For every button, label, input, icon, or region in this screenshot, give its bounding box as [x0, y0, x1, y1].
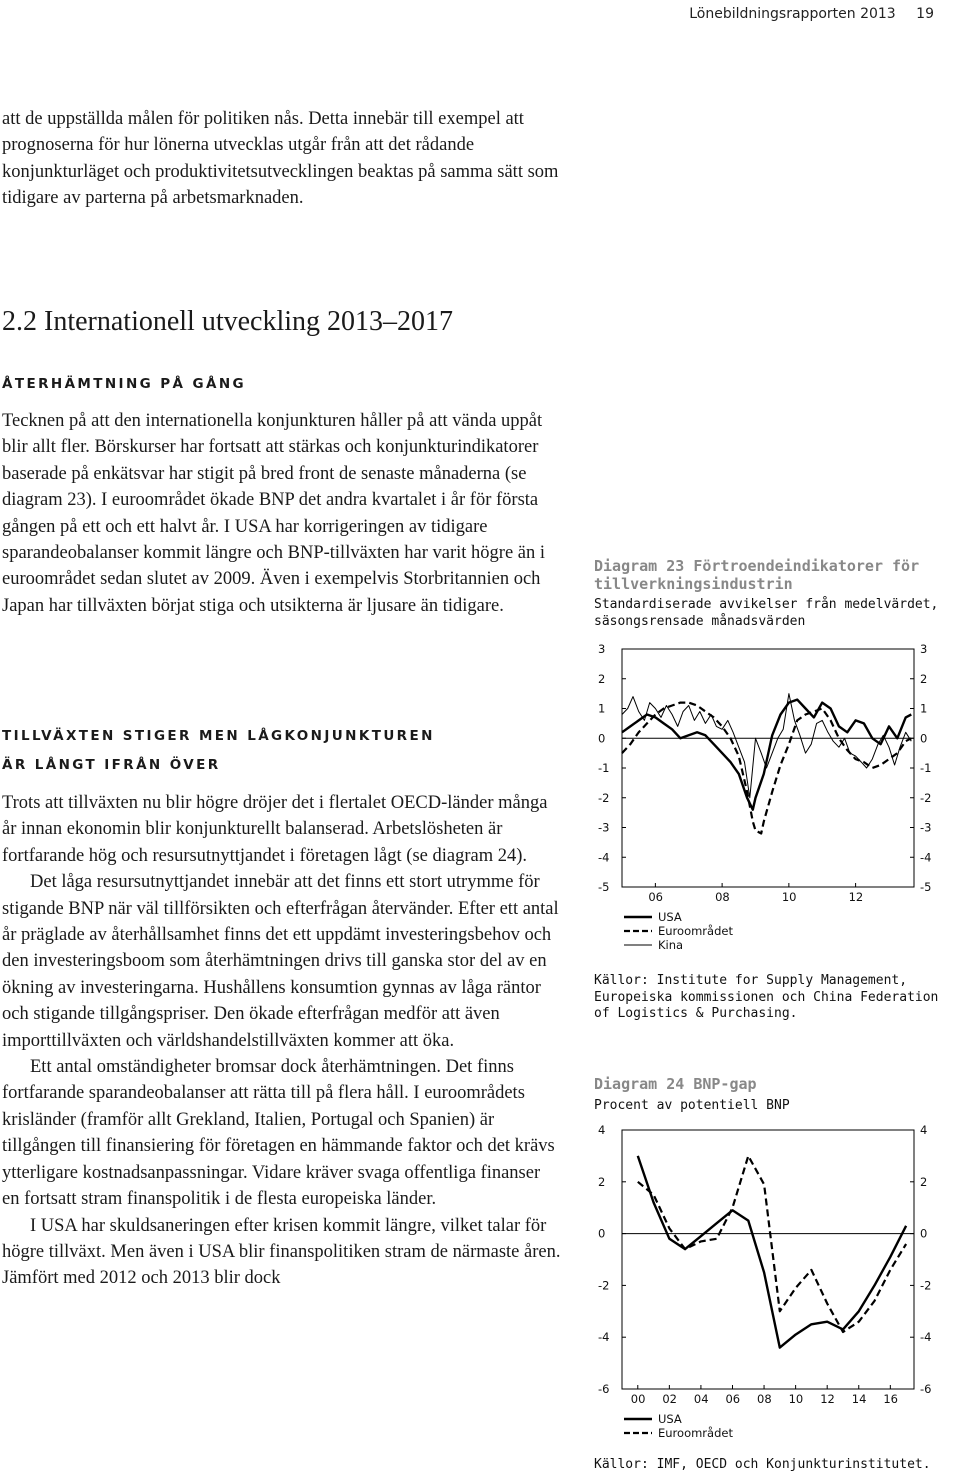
legend-label: USA	[658, 1412, 682, 1426]
growth-paragraph-3: Ett antal omständigheter bromsar dock återhämtningen. Det finns fortfarande sparandeobalanser att rätta till på flera håll. I euroområdets krisländer (framför allt Grekland, Italien, Portugal och Spanien) är tillgången till finansiering för företagen en hämmande faktor och det krävs ytterligare kostnadsanpassningar. Vidare kräver svaga offentliga finanser en fortsatt stram finanspolitik i de flesta europeiska länder.	[2, 1057, 555, 1210]
y-tick-label-left: 2	[598, 671, 606, 686]
diagram23-source: Källor: Institute for Supply Management, Europeiska kommissionen och China Federation of Logistics & Purchasing.	[594, 973, 939, 1021]
y-tick-label-left: -2	[598, 1278, 610, 1293]
subsection-growth-body	[2, 790, 562, 1292]
growth-paragraph-1: Trots att tillväxten nu blir högre dröjer det i flertalet OECD-länder många år innan ekonomin blir konjunkturellt balanserad. Arbetslösheten är fortfarande hög och resursutnyttjandet i företagen lågt (se diagram 24).	[2, 793, 548, 866]
growth-paragraph-4: I USA har skuldsaneringen efter krisen kommit längre, vilket talar för högre tillväxt. Men även i USA blir finanspolitiken stram de närmaste åren. Jämfört med 2012 och 2013 blir dock	[2, 1215, 561, 1289]
y-tick-label-left: 2	[598, 1174, 606, 1189]
y-tick-label-right: -2	[920, 1278, 932, 1293]
x-tick-label: 16	[883, 1392, 898, 1406]
diagram24-subtitle: Procent av potentiell BNP	[594, 1098, 790, 1113]
subsection-heading-growth-line2: ÄR LÅNGT IFRÅN ÖVER	[2, 757, 221, 773]
running-header	[689, 6, 934, 22]
x-tick-label: 08	[757, 1392, 772, 1406]
y-tick-label-right: -4	[920, 850, 932, 865]
legend-label: Kina	[658, 938, 684, 952]
y-tick-label-right: 2	[920, 1174, 928, 1189]
y-tick-label-left: -6	[598, 1382, 610, 1396]
y-tick-label-left: -1	[598, 761, 610, 775]
subsection-heading-recovery: ÅTERHÄMTNING PÅ GÅNG	[2, 376, 247, 392]
y-tick-label-right: 4	[920, 1123, 928, 1137]
growth-paragraph-2: Det låga resursutnyttjandet innebär att det finns ett stort utrymme för stigande BNP när väl tillförsikten och efterfrågan återvänder. Efter ett antal år präglade av återhållsamhet finns det ett uppdämt investeringsbehov och den investeringsboom som återhämtningen drivs till ganska stor del av en ökning av investeringarna. Hushållens konsumtion gynnas av låga räntor och stigande tillgångspriser. Den ökade efterfrågan medför att även importtillväxten och världshandelstillväxten kommer att öka.	[2, 872, 559, 1051]
legend-label: Euroområdet	[658, 924, 733, 938]
y-tick-label-right: -1	[920, 761, 932, 775]
y-tick-label-right: -6	[920, 1382, 932, 1396]
diagram24-title: Diagram 24 BNP-gap	[594, 1075, 757, 1093]
y-tick-label-left: -5	[598, 880, 610, 894]
plot-frame	[622, 1130, 914, 1389]
y-tick-label-left: 1	[598, 701, 606, 716]
y-tick-label-right: 0	[920, 1226, 928, 1241]
x-tick-label: 06	[725, 1392, 741, 1406]
y-tick-label-left: -4	[598, 1330, 610, 1345]
section-heading: 2.2 Internationell utveckling 2013–2017	[2, 306, 454, 337]
x-tick-label: 08	[715, 890, 730, 904]
x-tick-label: 00	[630, 1392, 646, 1406]
legend-label: Euroområdet	[658, 1426, 733, 1440]
plot-frame	[622, 649, 914, 887]
y-tick-label-right: 2	[920, 671, 928, 686]
diagram23-subtitle: Standardiserade avvikelser från medelvärdet, säsongsrensade månadsvärden	[594, 597, 939, 629]
y-tick-label-right: -3	[920, 820, 932, 835]
diagram23-chart	[590, 630, 960, 960]
x-tick-label: 14	[851, 1392, 867, 1406]
y-tick-label-left: -4	[598, 850, 610, 865]
x-tick-label: 02	[662, 1392, 677, 1406]
diagram24-chart	[590, 1118, 960, 1448]
y-tick-label-left: 3	[598, 642, 606, 656]
running-header-title: Lönebildningsrapporten 2013	[689, 6, 896, 22]
subsection-heading-growth-line1: TILLVÄXTEN STIGER MEN LÅGKONJUNKTUREN	[2, 728, 435, 744]
y-tick-label-right: -5	[920, 880, 932, 894]
x-tick-label: 10	[781, 890, 797, 904]
x-tick-label: 10	[788, 1392, 804, 1406]
diagram23-title: Diagram 23 Förtroendeindikatorer för tillverkningsindustrin	[594, 557, 920, 593]
diagram24-source: Källor: IMF, OECD och Konjunkturinstitutet.	[594, 1457, 931, 1472]
y-tick-label-left: -3	[598, 820, 610, 835]
y-tick-label-left: -2	[598, 790, 610, 805]
y-tick-label-right: 0	[920, 731, 928, 746]
x-tick-label: 04	[693, 1392, 709, 1406]
series-line-usa	[638, 1156, 906, 1348]
subsection-recovery-paragraph: Tecknen på att den internationella konjunkturen håller på att vända uppåt blir allt fler. Börskurser har fortsatt att stärkas och konjunkturindikatorer baserade på enkätsvar har stigit på bred front de senaste månaderna (se diagram 23). I euroområdet ökade BNP det andra kvartalet i år för första gången på ett och ett halvt år. I USA har korrigeringen av tidigare sparandeobalanser kommit längre och BNP-tillväxten har varit högre än i euroområdet sedan slutet av 2009. Även i exempelvis Storbritannien och Japan har tillväxten börjat stiga och utsikterna är ljusare än tidigare.	[2, 411, 546, 616]
series-line-kina	[622, 694, 911, 798]
y-tick-label-right: 1	[920, 701, 928, 716]
intro-paragraph: att de uppställda målen för politiken nås. Detta innebär till exempel att prognoserna för hur lönerna utvecklas utgår från att det rådande konjunkturläget och produktivitetsutvecklingen beaktas på samma sätt som tidigare av parterna på arbetsmarknaden.	[2, 109, 559, 209]
series-line-usa	[622, 700, 911, 810]
legend-label: USA	[658, 910, 682, 924]
x-tick-label: 06	[648, 890, 664, 904]
page-number: 19	[916, 6, 934, 22]
y-tick-label-left: 0	[598, 731, 606, 746]
y-tick-label-right: 3	[920, 642, 928, 656]
y-tick-label-left: 0	[598, 1226, 606, 1241]
x-tick-label: 12	[820, 1392, 835, 1406]
y-tick-label-right: -4	[920, 1330, 932, 1345]
y-tick-label-left: 4	[598, 1123, 606, 1137]
x-tick-label: 12	[848, 890, 864, 904]
y-tick-label-right: -2	[920, 790, 932, 805]
